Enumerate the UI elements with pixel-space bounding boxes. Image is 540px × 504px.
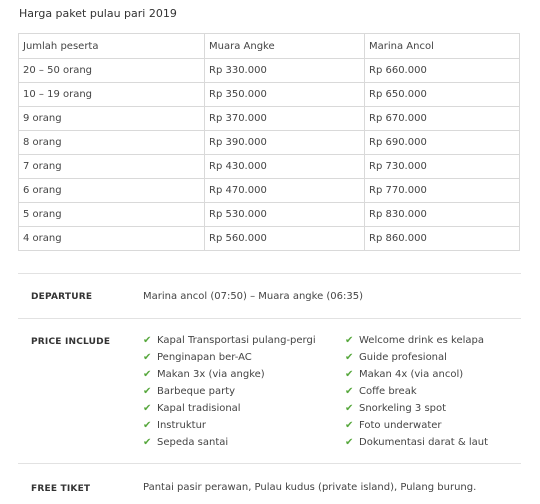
page-title: Harga paket pulau pari 2019	[19, 7, 177, 20]
check-icon: ✔	[143, 420, 152, 431]
include-item-label: Instruktur	[157, 420, 207, 431]
check-icon: ✔	[345, 437, 354, 448]
marina-ancol-price-cell: Rp 730.000	[365, 155, 520, 179]
table-row	[19, 131, 520, 155]
column-header-marina-ancol: Marina Ancol	[365, 34, 520, 59]
table-row	[19, 83, 520, 107]
check-icon: ✔	[143, 386, 152, 397]
price-include-label: PRICE INCLUDE	[31, 337, 111, 347]
table-row	[19, 179, 520, 203]
include-item-label: Coffe break	[359, 386, 417, 397]
table-row	[19, 227, 520, 251]
include-item	[345, 351, 447, 365]
participants-cell: 6 orang	[19, 179, 205, 203]
include-item	[345, 436, 488, 450]
participants-cell: 7 orang	[19, 155, 205, 179]
include-item-label: Dokumentasi darat & laut	[359, 437, 489, 448]
include-item	[143, 402, 241, 416]
participants-cell: 8 orang	[19, 131, 205, 155]
marina-ancol-price-cell: Rp 670.000	[365, 107, 520, 131]
marina-ancol-price-cell: Rp 660.000	[365, 59, 520, 83]
include-item-label: Guide profesional	[359, 352, 447, 363]
participants-cell: 10 – 19 orang	[19, 83, 205, 107]
check-icon: ✔	[143, 369, 152, 380]
table-row	[19, 203, 520, 227]
include-item-label: Foto underwater	[359, 420, 442, 431]
include-item-label: Penginapan ber-AC	[157, 352, 252, 363]
section-divider	[18, 318, 521, 319]
include-item	[345, 385, 417, 399]
participants-cell: 4 orang	[19, 227, 205, 251]
departure-label: DEPARTURE	[31, 292, 93, 302]
check-icon: ✔	[143, 352, 152, 363]
departure-value: Marina ancol (07:50) – Muara angke (06:35)	[143, 291, 364, 302]
include-item	[345, 419, 442, 433]
include-item-label: Kapal Transportasi pulang-pergi	[157, 335, 316, 346]
muara-angke-price-cell: Rp 330.000	[205, 59, 365, 83]
include-item	[143, 419, 206, 433]
table-row	[19, 107, 520, 131]
check-icon: ✔	[345, 420, 354, 431]
muara-angke-price-cell: Rp 370.000	[205, 107, 365, 131]
check-icon: ✔	[345, 352, 354, 363]
muara-angke-price-cell: Rp 470.000	[205, 179, 365, 203]
check-icon: ✔	[345, 386, 354, 397]
include-item	[345, 402, 446, 416]
free-tiket-value: Pantai pasir perawan, Pulau kudus (private island), Pulang burung.	[143, 482, 477, 493]
include-item-label: Sepeda santai	[157, 437, 229, 448]
muara-angke-price-cell: Rp 560.000	[205, 227, 365, 251]
marina-ancol-price-cell: Rp 860.000	[365, 227, 520, 251]
include-item	[143, 351, 252, 365]
muara-angke-price-cell: Rp 430.000	[205, 155, 365, 179]
participants-cell: 20 – 50 orang	[19, 59, 205, 83]
free-tiket-label: FREE TIKET	[31, 484, 91, 494]
muara-angke-price-cell: Rp 390.000	[205, 131, 365, 155]
column-header-participants: Jumlah peserta	[19, 34, 205, 59]
section-divider	[18, 273, 521, 274]
check-icon: ✔	[345, 335, 354, 346]
include-item-label: Barbeque party	[157, 386, 236, 397]
column-header-muara-angke: Muara Angke	[205, 34, 365, 59]
include-item	[143, 436, 228, 450]
include-item-label: Makan 3x (via angke)	[157, 369, 265, 380]
marina-ancol-price-cell: Rp 830.000	[365, 203, 520, 227]
check-icon: ✔	[143, 403, 152, 414]
include-item-label: Makan 4x (via ancol)	[359, 369, 464, 380]
check-icon: ✔	[143, 335, 152, 346]
include-item	[143, 368, 265, 382]
muara-angke-price-cell: Rp 530.000	[205, 203, 365, 227]
include-item-label: Kapal tradisional	[157, 403, 241, 414]
marina-ancol-price-cell: Rp 770.000	[365, 179, 520, 203]
marina-ancol-price-cell: Rp 690.000	[365, 131, 520, 155]
include-item	[143, 334, 316, 348]
table-header-row	[19, 34, 520, 59]
check-icon: ✔	[143, 437, 152, 448]
include-item-label: Welcome drink es kelapa	[359, 335, 484, 346]
participants-cell: 5 orang	[19, 203, 205, 227]
table-row	[19, 155, 520, 179]
participants-cell: 9 orang	[19, 107, 205, 131]
include-item-label: Snorkeling 3 spot	[359, 403, 447, 414]
muara-angke-price-cell: Rp 350.000	[205, 83, 365, 107]
section-divider	[18, 463, 521, 464]
check-icon: ✔	[345, 403, 354, 414]
marina-ancol-price-cell: Rp 650.000	[365, 83, 520, 107]
check-icon: ✔	[345, 369, 354, 380]
price-table	[18, 33, 520, 251]
include-item	[345, 334, 484, 348]
table-row	[19, 59, 520, 83]
include-item	[143, 385, 235, 399]
include-item	[345, 368, 463, 382]
